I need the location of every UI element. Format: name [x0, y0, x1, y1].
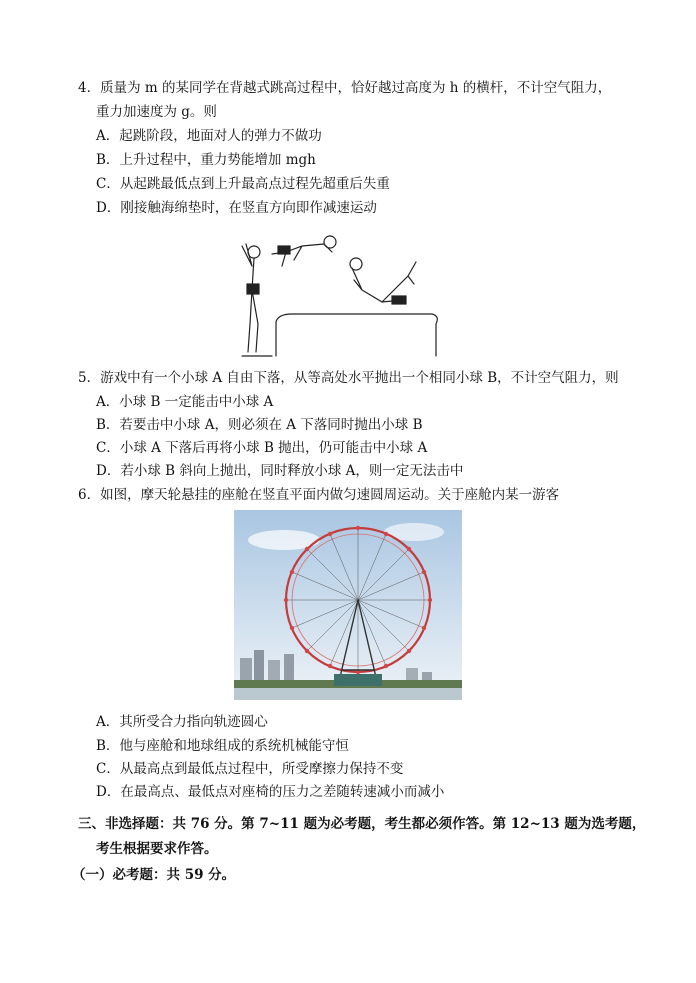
- q5-stem: 5．游戏中有一个小球 A 自由下落，从等高处水平抛出一个相同小球 B，不计空气阻力，则: [78, 370, 619, 386]
- q6-stem: 6．如图，摩天轮悬挂的座舱在竖直平面内做匀速圆周运动。关于座舱内某一游客: [78, 487, 560, 503]
- q4-option-d: D．刚接触海绵垫时，在竖直方向即作减速运动: [96, 200, 377, 216]
- section3-heading-line2: 考生根据要求作答。: [96, 841, 218, 857]
- q6-option-a: A．其所受合力指向轨迹圆心: [96, 714, 268, 730]
- q6-option-d: D．在最高点、最低点对座椅的压力之差随转速减小而减小: [96, 784, 445, 800]
- q5-option-a: A．小球 B 一定能击中小球 A: [96, 394, 274, 410]
- q6-option-b: B．他与座舱和地球组成的系统机械能守恒: [96, 738, 349, 754]
- q6-option-c: C．从最高点到最低点过程中，所受摩擦力保持不变: [96, 761, 404, 777]
- ferris-wheel-photo: [234, 510, 462, 700]
- q4-stem-line2: 重力加速度为 g。则: [96, 104, 217, 120]
- q5-option-c: C．小球 A 下落后再将小球 B 抛出，仍可能击中小球 A: [96, 440, 428, 456]
- high-jump-figure: [232, 232, 446, 360]
- q4-option-c: C．从起跳最低点到上升最高点过程先超重后失重: [96, 176, 390, 192]
- q4-stem-line1: 4．质量为 m 的某同学在背越式跳高过程中，恰好越过高度为 h 的横杆，不计空气阻力，: [78, 80, 612, 96]
- q4-option-a: A．起跳阶段，地面对人的弹力不做功: [96, 128, 322, 144]
- section3-heading-line1: 三、非选择题：共 76 分。第 7~11 题为必考题，考生都必须作答。第 12~13 题为选考题，: [78, 816, 646, 832]
- q5-option-d: D．若小球 B 斜向上抛出，同时释放小球 A，则一定无法击中: [96, 463, 464, 479]
- q5-option-b: B．若要击中小球 A，则必须在 A 下落同时抛出小球 B: [96, 417, 423, 433]
- q4-option-b: B．上升过程中，重力势能增加 mgh: [96, 152, 316, 168]
- section3-sub-heading: （一）必考题：共 59 分。: [72, 867, 236, 883]
